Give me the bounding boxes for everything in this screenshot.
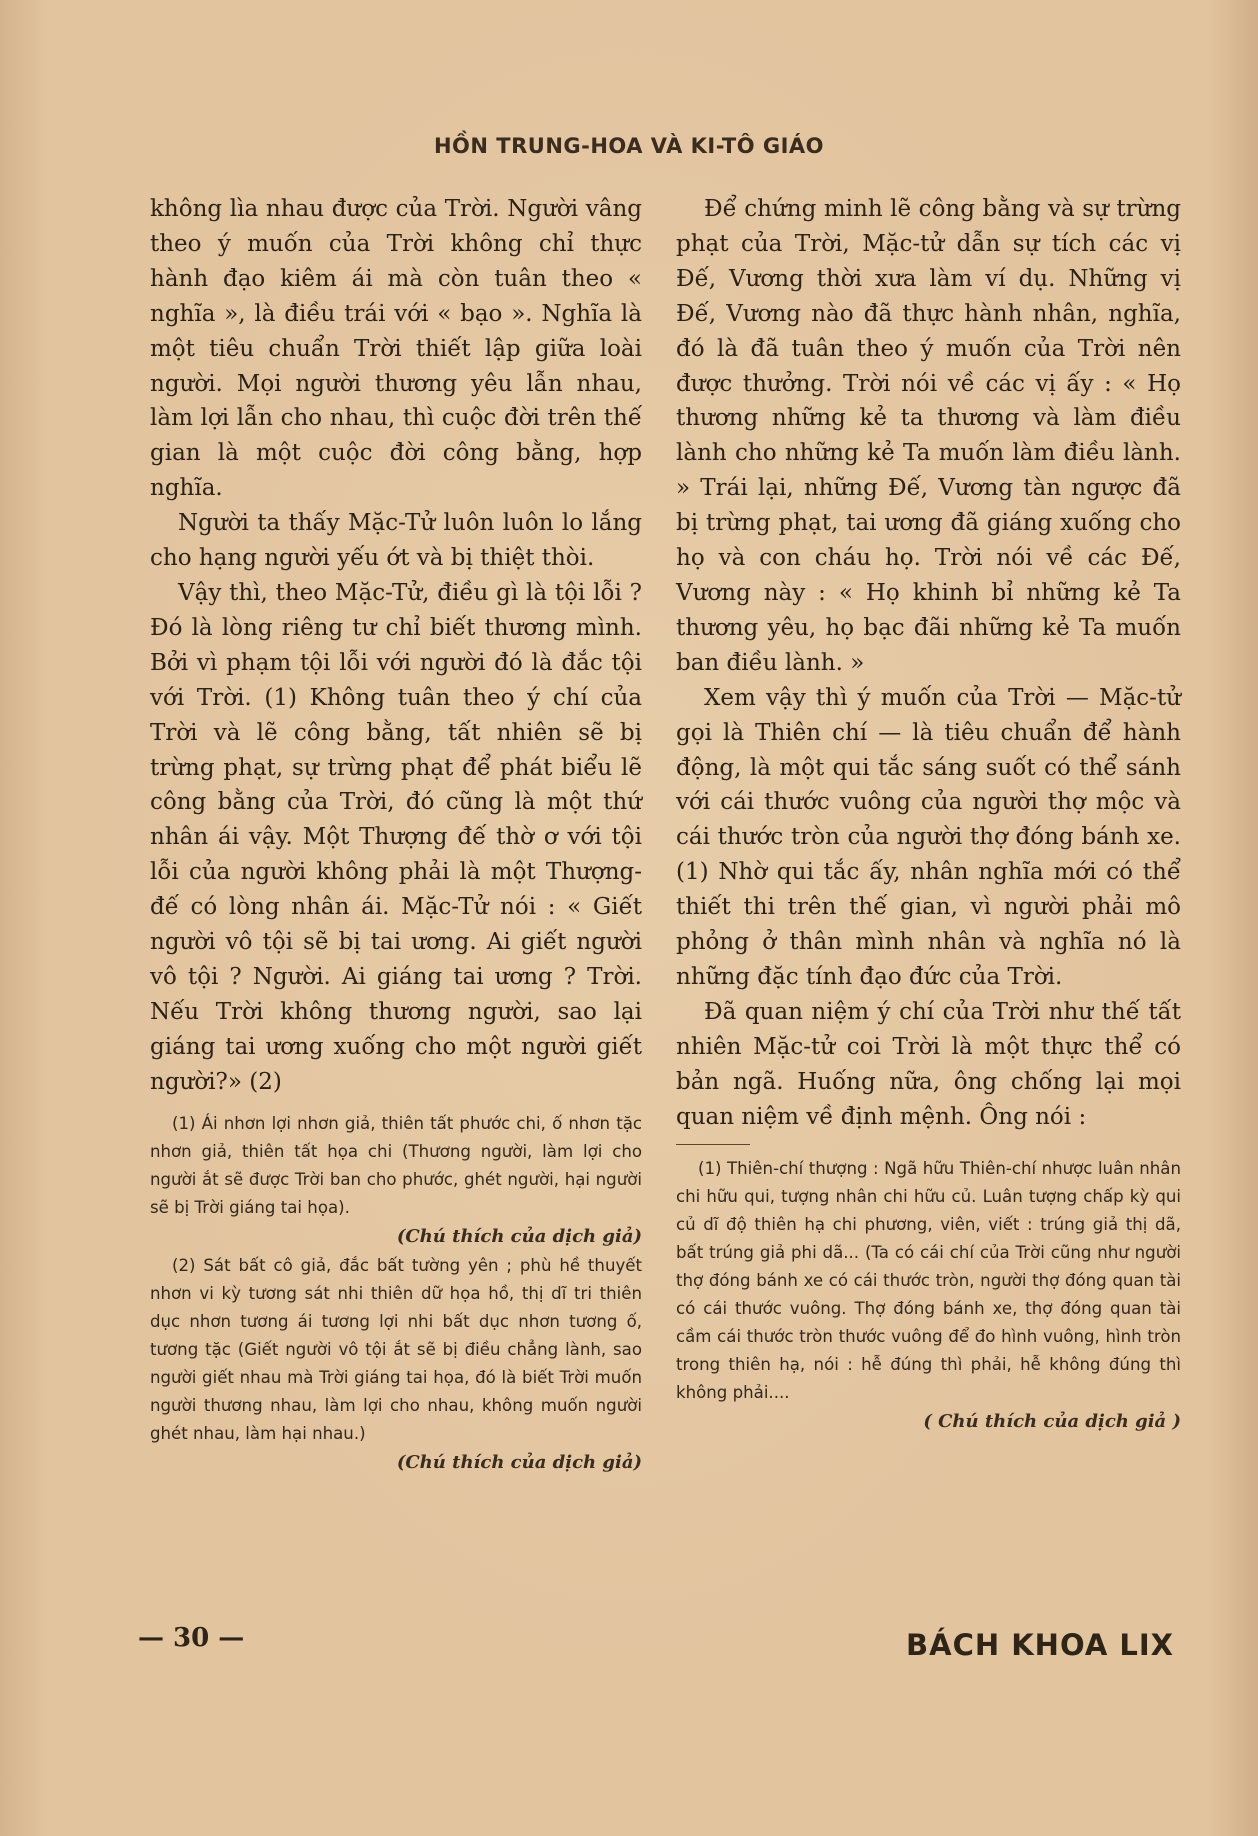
right-column — [676, 192, 1181, 1437]
journal-issue: BÁCH KHOA LIX — [906, 1628, 1174, 1662]
running-header: HỒN TRUNG-HOA VÀ KI-TÔ GIÁO — [433, 134, 825, 158]
body-paragraph: Người ta thấy Mặc-Tử luôn luôn lo lắng cho hạng người yếu ớt và bị thiệt thòi. — [150, 510, 642, 572]
body-paragraph: Đã quan niệm ý chí của Trời như thế tất nhiên Mặc-tử coi Trời là một thực thể có bản ngã. Huống nữa, ông chống lại mọi quan niệm về định mệnh. Ông nói : — [676, 998, 1181, 1130]
footnote: (1) Thiên-chí thượng : Ngã hữu Thiên-chí nhược luân nhân chi hữu qui, tượng nhân chi hữu củ. Luân tượng chấp kỳ qui củ dĩ độ thiên hạ chi phương, viên, viết : trúng giả thị dã, bất trúng giả phi dã... (Ta có cái chí của Trời cũng như người thợ đóng bánh xe có cái thước tròn, người thợ đóng quan tài có cái thước vuông. Thợ đóng bánh xe, thợ đóng quan tài cầm cái thước tròn thước vuông để đo hình vuông, hình tròn trong thiên hạ, nói : hễ đúng thì phải, hễ không đúng thì không phải.... — [676, 1159, 1181, 1403]
left-column — [150, 192, 642, 1478]
footnote: (1) Ái nhơn lợi nhơn giả, thiên tất phước chi, ố nhơn tặc nhơn giả, thiên tất họa chi (Thương người, làm lợi cho người ắt sẽ được Trời ban cho phước, ghét người, hại người sẽ bị Trời giáng tai họa). — [150, 1113, 642, 1217]
body-paragraph: không lìa nhau được của Trời. Người vâng theo ý muốn của Trời không chỉ thực hành đạo kiêm ái mà còn tuân theo « nghĩa », là điều trái với « bạo ». Nghĩa là một tiêu chuẩn Trời thiết lập giữa loài người. Mọi người thương yêu lẫn nhau, làm lợi lẫn cho nhau, thì cuộc đời trên thế gian là một cuộc đời công bằng, hợp nghĩa. — [150, 196, 642, 502]
body-paragraph: Xem vậy thì ý muốn của Trời — Mặc-tử gọi là Thiên chí — là tiêu chuẩn để hành động, là một qui tắc sáng suốt có thể sánh với cái thước vuông của người thợ mộc và cái thước tròn của người thợ đóng bánh xe. (1) Nhờ qui tắc ấy, nhân nghĩa mới có thể thiết thi trên thế gian, vì người phải mô phỏng ở thân mình nhân và nghĩa nó là những đặc tính đạo đức của Trời. — [676, 684, 1181, 990]
translator-note: (Chú thích của dịch giả) — [396, 1451, 642, 1473]
footnote-separator — [676, 1144, 750, 1145]
page-number: — 30 — — [138, 1623, 245, 1653]
translator-note: (Chú thích của dịch giả) — [396, 1225, 642, 1247]
footnote: (2) Sát bất cô giả, đắc bất tường yên ; phù hề thuyết nhơn vi kỳ tương sát nhi thiên dữ họa hồ, thị dĩ tri thiên dục nhơn tương ái tương lợi nhi bất dục nhơn tương ố, tương tặc (Giết người vô tội ắt sẽ bị điều chẳng lành, sao người giết nhau mà Trời giáng tai họa, đó là biết Trời muốn người thương nhau, làm lợi cho nhau, không muốn người ghét nhau, làm hại nhau.) — [150, 1255, 642, 1443]
body-paragraph: Để chứng minh lẽ công bằng và sự trừng phạt của Trời, Mặc-tử dẫn sự tích các vị Đế, Vương thời xưa làm ví dụ. Những vị Đế, Vương nào đã thực hành nhân, nghĩa, đó là đã tuân theo ý muốn của Trời nên được thưởng. Trời nói về các vị ấy : « Họ thương những kẻ ta thương và làm điều lành cho những kẻ Ta muốn làm điều lành. » Trái lại, những Đế, Vương tàn ngược đã bị trừng phạt, tai ương đã giáng xuống cho họ và con cháu họ. Trời nói về các Đế, Vương này : « Họ khinh bỉ những kẻ Ta thương yêu, họ bạc đãi những kẻ Ta muốn ban điều lành. » — [676, 196, 1181, 676]
translator-note: ( Chú thích của dịch giả ) — [923, 1411, 1181, 1433]
body-paragraph: Vậy thì, theo Mặc-Tử, điều gì là tội lỗi ? Đó là lòng riêng tư chỉ biết thương mình. Bởi vì phạm tội lỗi với người đó là đắc tội với Trời. (1) Không tuân theo ý chí của Trời và lẽ công bằng, tất nhiên sẽ bị trừng phạt, sự trừng phạt để phát biểu lẽ công bằng của Trời, đó cũng là một thứ nhân ái vậy. Một Thượng đế thờ ơ với tội lỗi của người không phải là một Thượng-đế có lòng nhân ái. Mặc-Tử nói : « Giết người vô tội sẽ bị tai ương. Ai giết người vô tội ? Người. Ai giáng tai ương ? Trời. Nếu Trời không thương người, sao lại giáng tai ương xuống cho một người giết người?» (2) — [150, 579, 642, 1095]
